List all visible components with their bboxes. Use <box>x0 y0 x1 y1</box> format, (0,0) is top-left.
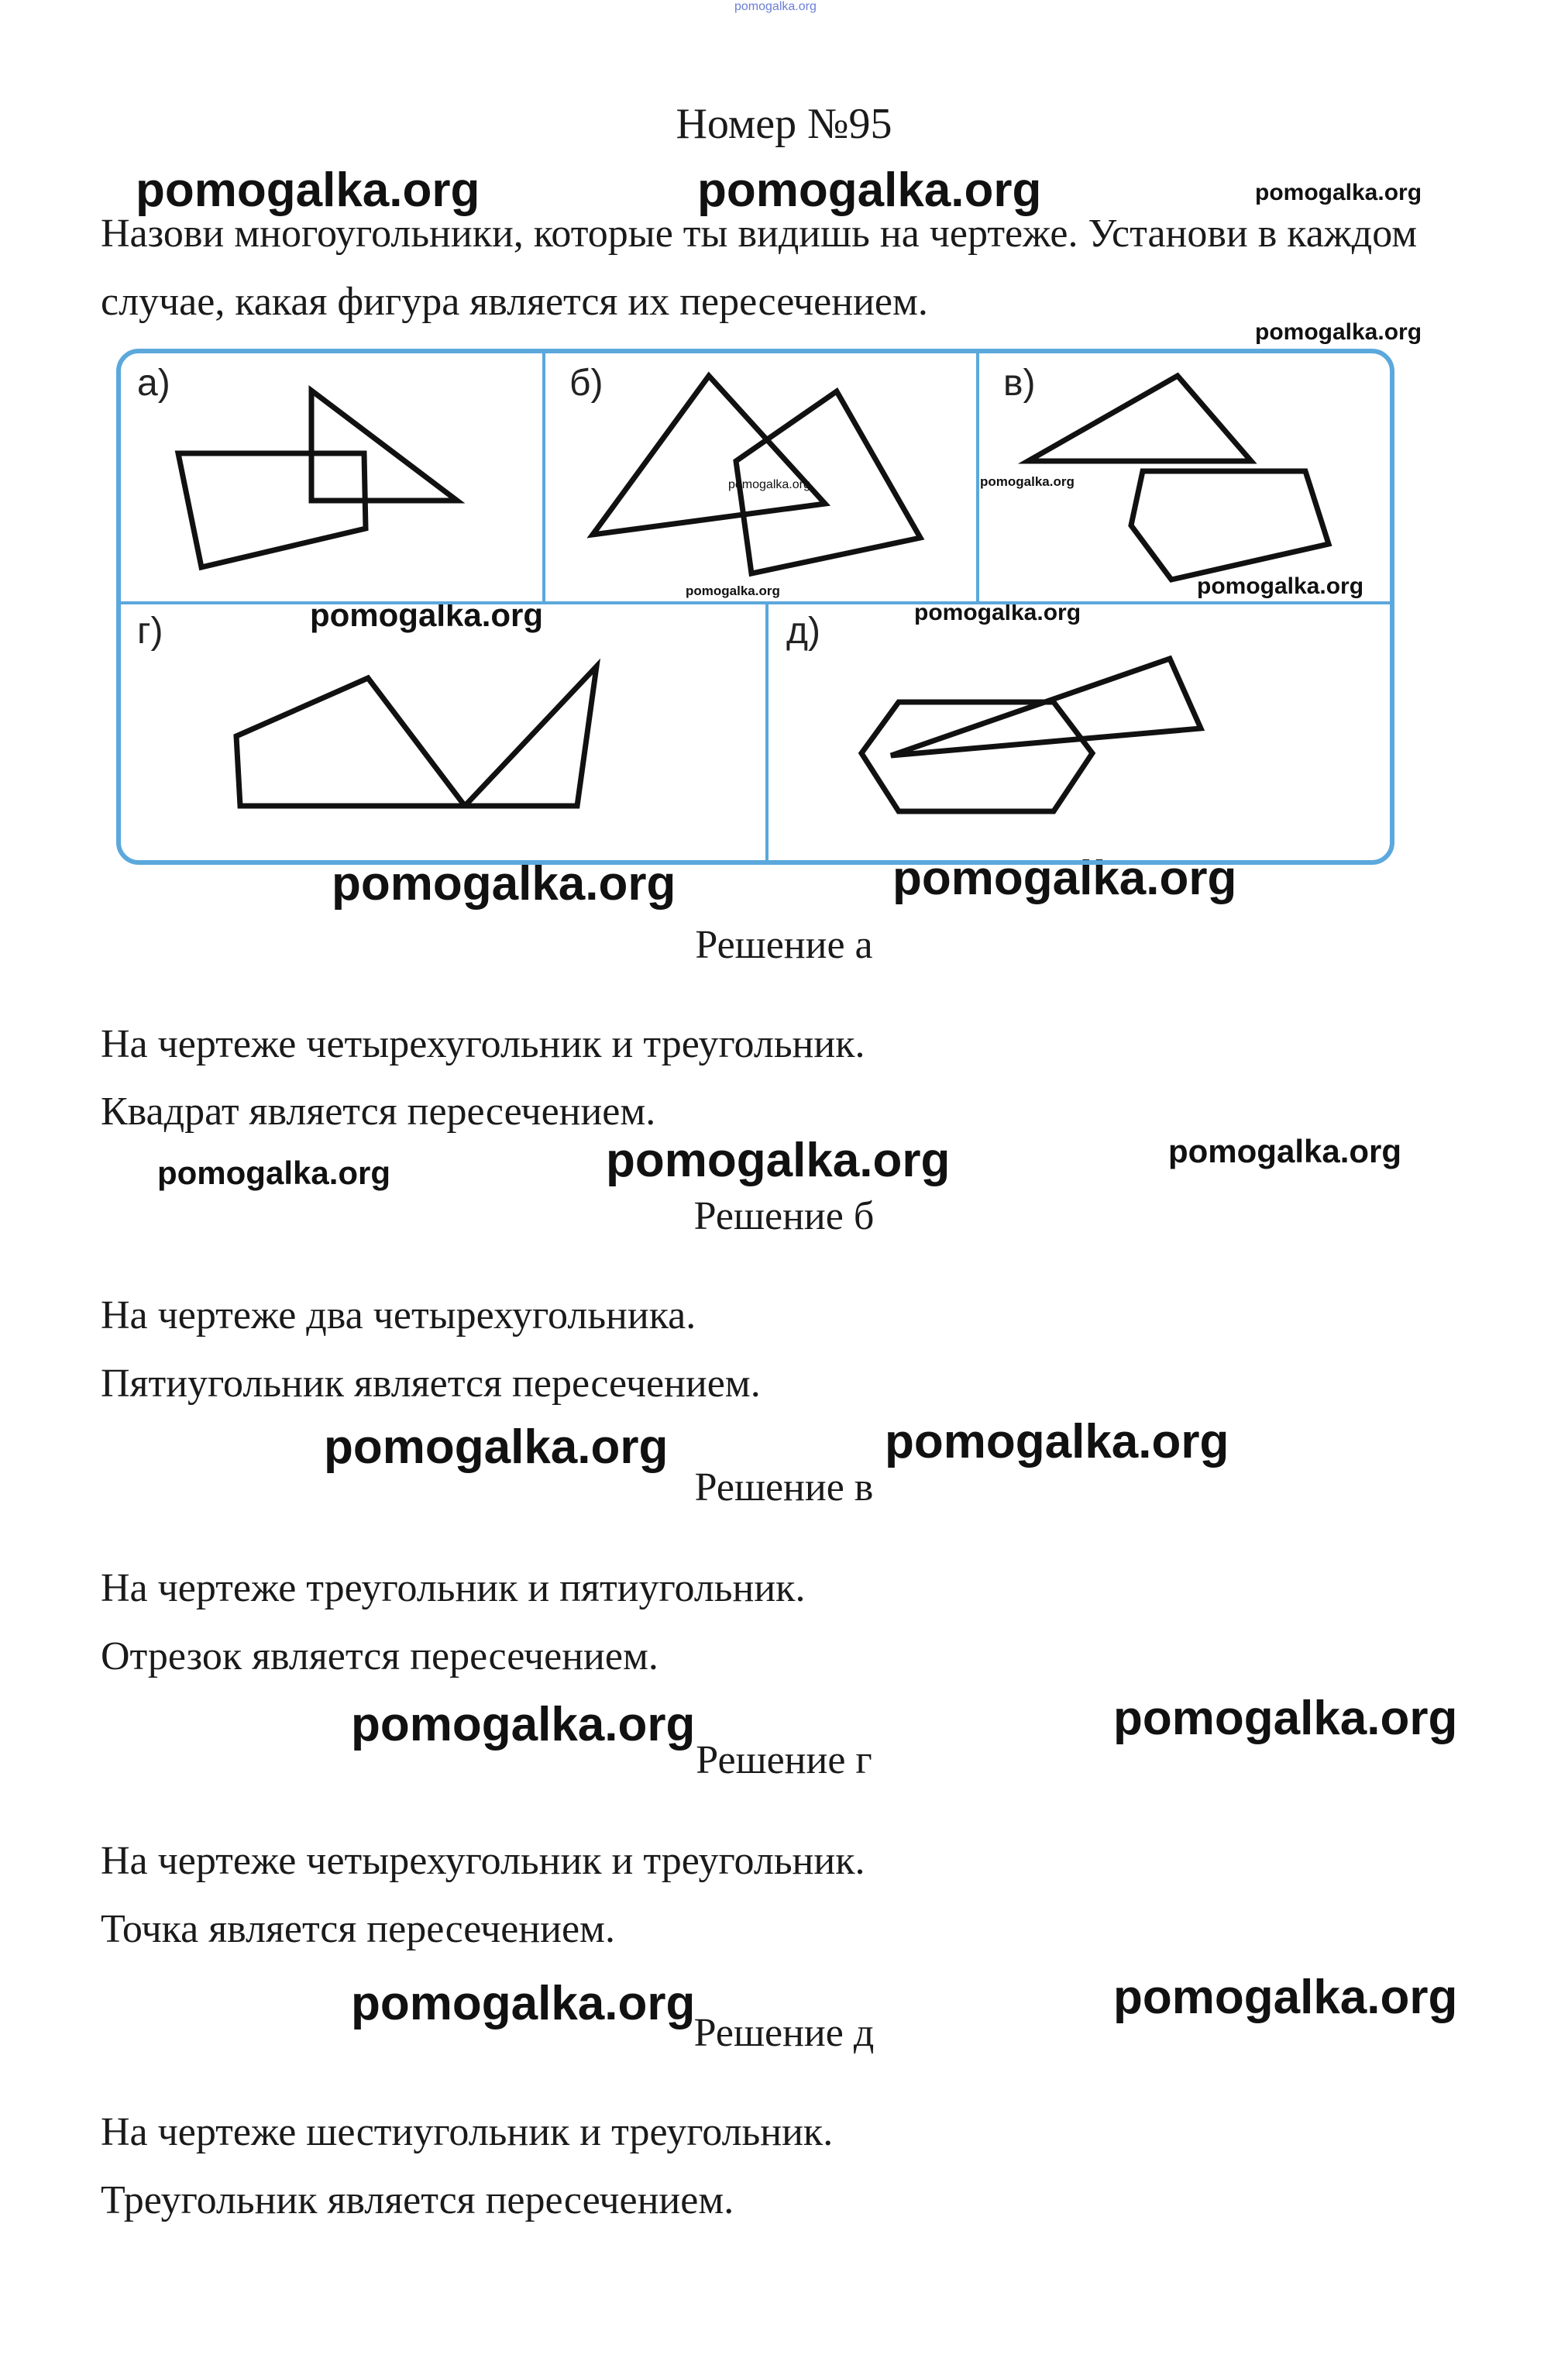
polygons-figure <box>116 349 1394 868</box>
figure-label: а) <box>137 363 170 404</box>
figure-label: г) <box>137 611 163 652</box>
triangle-b <box>593 376 825 535</box>
solution-line: Отрезок является пересечением. <box>101 1634 658 1678</box>
solution-line: Треугольник является пересечением. <box>101 2178 734 2222</box>
watermark: pomogalka.org <box>697 164 1042 217</box>
solution-line: Точка является пересечением. <box>101 1907 615 1951</box>
solution-line: На чертеже четырехугольник и треугольник. <box>101 1022 865 1066</box>
solution-line: Квадрат является пересечением. <box>101 1090 656 1134</box>
watermark: pomogalka.org <box>734 0 817 13</box>
solution-line: На чертеже треугольник и пятиугольник. <box>101 1566 806 1610</box>
solution-heading: Решение д <box>693 2011 875 2055</box>
watermark: pomogalka.org <box>1168 1133 1402 1169</box>
solution-heading: Решение а <box>695 923 873 967</box>
solution-heading: Решение б <box>693 1194 875 1238</box>
watermark: pomogalka.org <box>728 478 810 491</box>
figure-label: в) <box>1003 363 1036 404</box>
watermark: pomogalka.org <box>885 1415 1229 1468</box>
watermark: pomogalka.org <box>686 584 780 598</box>
solution-line: На чертеже два четырехугольника. <box>101 1293 696 1337</box>
triangle-a <box>311 391 457 501</box>
quadrilateral-a <box>178 453 366 567</box>
triangle-d <box>891 659 1201 756</box>
watermark: pomogalka.org <box>980 474 1075 489</box>
solution-line: На чертеже четырехугольник и треугольник. <box>101 1839 865 1883</box>
solution-line: На чертеже шестиугольник и треугольник. <box>101 2110 834 2154</box>
watermark: pomogalka.org <box>310 597 544 633</box>
watermark: pomogalka.org <box>1197 573 1364 599</box>
watermark: pomogalka.org <box>136 164 480 217</box>
quadrilateral-g <box>236 678 465 806</box>
watermark: pomogalka.org <box>324 1420 669 1474</box>
watermark: pomogalka.org <box>351 1977 696 2030</box>
watermark: pomogalka.org <box>606 1134 951 1187</box>
triangle-g <box>465 666 597 806</box>
page-title: Номер №95 <box>676 100 892 148</box>
watermark: pomogalka.org <box>1113 1971 1458 2024</box>
watermark: pomogalka.org <box>332 857 676 911</box>
triangle-v <box>1028 376 1251 461</box>
solution-heading: Решение г <box>696 1738 872 1782</box>
task-text: Назови многоугольники, которые ты видишь на чертеже. Установи в каждом случае, какая фигура является их пересечением. <box>101 212 1418 324</box>
watermark: pomogalka.org <box>1255 180 1422 205</box>
watermark: pomogalka.org <box>1255 319 1422 345</box>
watermark: pomogalka.org <box>892 852 1237 905</box>
solution-line: Пятиугольник является пересечением. <box>101 1362 761 1406</box>
pentagon-v <box>1131 471 1329 580</box>
figure-label: б) <box>569 363 603 404</box>
solution-heading: Решение в <box>694 1465 874 1510</box>
watermark: pomogalka.org <box>914 600 1081 625</box>
watermark: pomogalka.org <box>1113 1692 1458 1745</box>
figure-label: д) <box>786 611 820 652</box>
watermark: pomogalka.org <box>157 1155 391 1191</box>
watermark: pomogalka.org <box>351 1698 696 1751</box>
